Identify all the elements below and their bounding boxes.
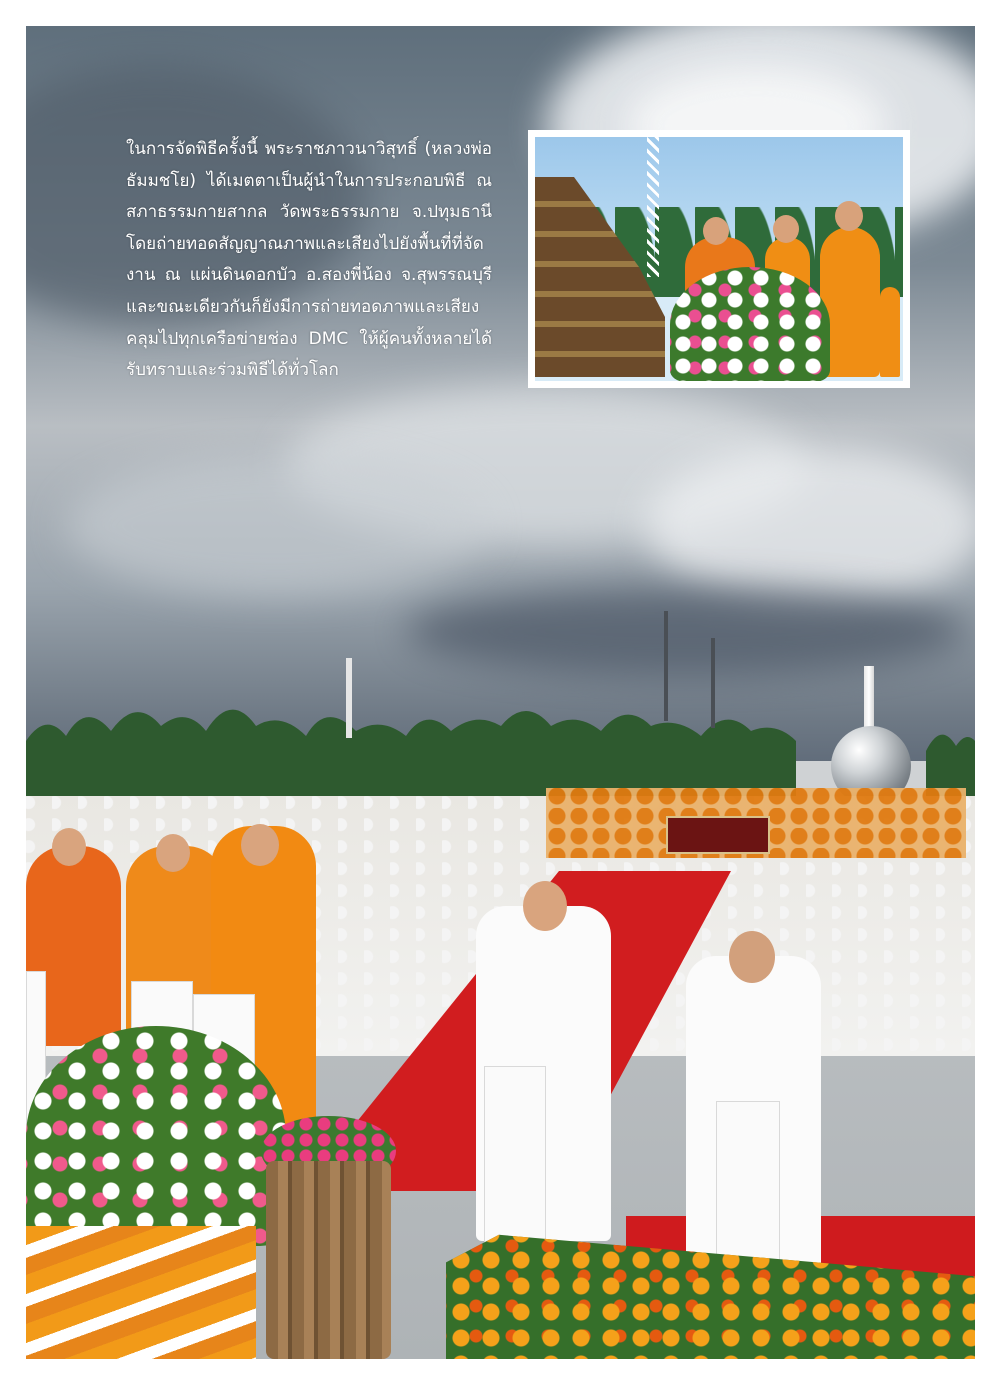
inset-monk-head xyxy=(835,201,863,231)
dark-cloud xyxy=(406,586,966,676)
inset-photo-image xyxy=(535,137,903,381)
orange-drape xyxy=(26,1226,256,1359)
paragraph-line: รับทราบและร่วมพิธีได้ทั่วโลก xyxy=(126,360,339,381)
light-pole xyxy=(711,638,715,728)
stage-platform xyxy=(666,816,770,854)
monk-head xyxy=(241,824,279,866)
inset-truss xyxy=(647,137,659,277)
person-head xyxy=(523,881,567,931)
cloud xyxy=(66,456,486,596)
monk-head xyxy=(156,834,190,872)
paragraph-line: งาน ณ แผ่นดินดอกบัว อ.สองพี่น้อง จ.สุพรรณบุรี xyxy=(126,265,492,286)
flower-arrangement xyxy=(26,1026,286,1246)
inset-monk xyxy=(880,287,900,377)
cloud xyxy=(646,446,975,606)
paragraph-line: สภาธรรมกายสากล วัดพระธรรมกาย จ.ปทุมธานี xyxy=(126,202,492,223)
article-paragraph xyxy=(126,134,492,387)
paragraph-line: คลุมไปทุกเครือข่ายช่อง DMC ให้ผู้คนทั้งหลายได้ xyxy=(126,328,492,349)
inset-monk-head xyxy=(703,217,729,245)
monk-head xyxy=(52,828,86,866)
inset-monk-head xyxy=(773,215,799,243)
person-head xyxy=(729,931,775,983)
light-pole xyxy=(664,611,668,721)
paragraph-line: โดยถ่ายทอดสัญญาณภาพและเสียงไปยังพื้นที่ที่จัด xyxy=(126,233,484,254)
wooden-planter xyxy=(266,1161,391,1359)
paragraph-line: ธัมมชโย) ได้เมตตาเป็นผู้นำในการประกอบพิธี ณ xyxy=(126,170,492,191)
white-pillar xyxy=(346,658,352,738)
paragraph-line: และขณะเดียวกันก็ยังมีการถ่ายทอดภาพและเสียง xyxy=(126,296,480,317)
paragraph-line: ในการจัดพิธีครั้งนี้ พระราชภาวนาวิสุทธิ์ (หลวงพ่อ xyxy=(126,139,492,159)
inset-flowers xyxy=(670,267,830,381)
white-stand xyxy=(484,1066,546,1243)
inset-photo xyxy=(528,130,910,388)
